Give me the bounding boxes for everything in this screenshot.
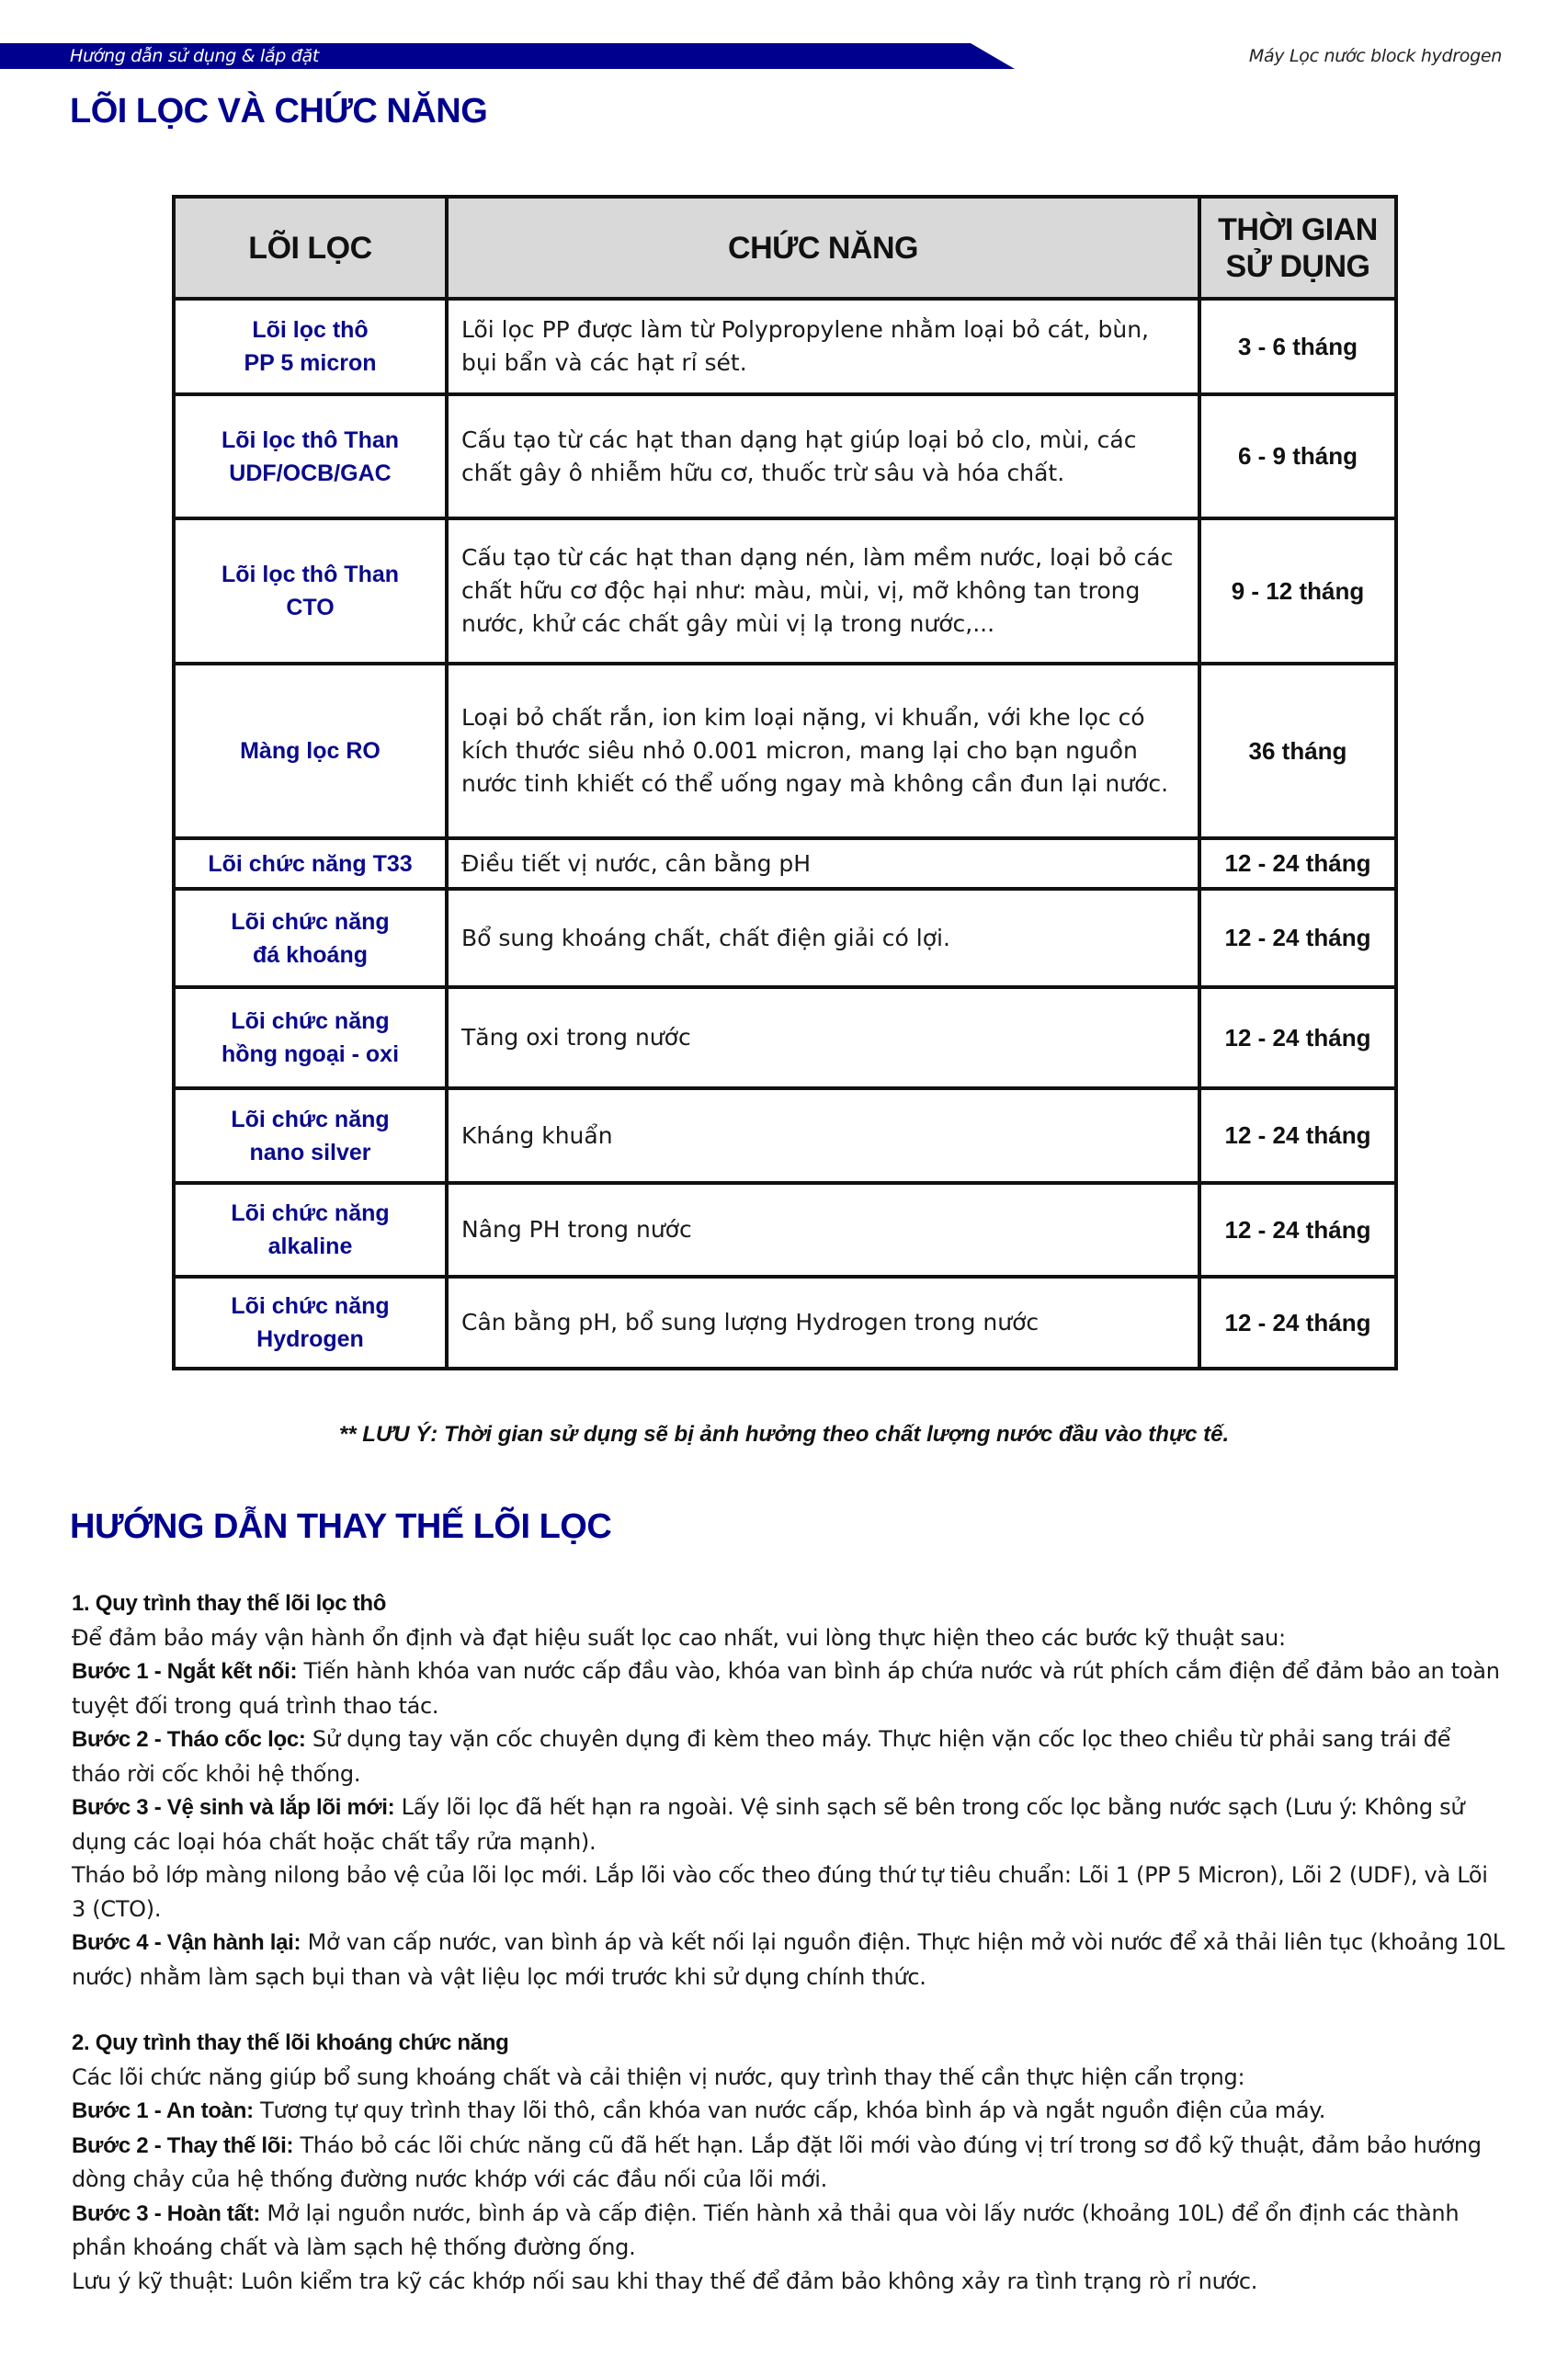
part1-step	[72, 1790, 1506, 1859]
step-label: Bước 1 - An toàn:	[72, 2098, 254, 2123]
core-duration: 12 - 24 tháng	[1199, 889, 1396, 987]
step-text: Tương tự quy trình thay lõi thô, cần khóa van nước cấp, khóa bình áp và ngắt nguồn điện của máy.	[253, 2097, 1326, 2123]
core-duration: 12 - 24 tháng	[1199, 1277, 1396, 1369]
core-name: Lõi lọc thô Than CTO	[174, 518, 447, 664]
part1-step	[72, 1722, 1506, 1790]
core-function: Bổ sung khoáng chất, chất điện giải có lợi.	[447, 889, 1199, 987]
step-label: Bước 1 - Ngắt kết nối:	[72, 1659, 298, 1684]
header-core: LÕI LỌC	[174, 197, 447, 299]
part2-step	[72, 2197, 1506, 2265]
step-text: Tháo bỏ các lõi chức năng cũ đã hết hạn. Lắp đặt lõi mới vào đúng vị trí trong sơ đồ kỹ thuật, đảm bảo hướng dòng chảy của hệ thống đường nước khớp với các đầu nối của lõi mới.	[72, 2131, 1482, 2192]
step-label: Bước 3 - Hoàn tất:	[72, 2200, 261, 2226]
core-duration: 12 - 24 tháng	[1199, 838, 1396, 889]
table-row	[174, 838, 1396, 889]
spacer	[72, 1994, 1506, 2027]
step-label: Bước 3 - Vệ sinh và lắp lõi mới:	[72, 1795, 395, 1820]
part2-heading: 2. Quy trình thay thế lõi khoáng chức năng	[72, 2030, 509, 2055]
core-function: Cấu tạo từ các hạt than dạng hạt giúp loại bỏ clo, mùi, các chất gây ô nhiễm hữu cơ, thuốc trừ sâu và hóa chất.	[447, 394, 1199, 518]
part1-step	[72, 1926, 1506, 1994]
table-row	[174, 1183, 1396, 1277]
header-function: CHỨC NĂNG	[447, 197, 1199, 299]
core-name: Lõi lọc thô PP 5 micron	[174, 299, 447, 394]
step-text: Lấy lõi lọc đã hết hạn ra ngoài. Vệ sinh sạch sẽ bên trong cốc lọc bằng nước sạch (Lưu ý: Không sử dụng các loại hóa chất hoặc chất tẩy rửa mạnh).	[72, 1794, 1465, 1855]
table-header-row	[174, 197, 1396, 299]
step-text: Mở lại nguồn nước, bình áp và cấp điện. Tiến hành xả thải qua vòi lấy nước (khoảng 10L) để ổn định các thành phần khoáng chất và làm sạch hệ thống đường ống.	[72, 2200, 1460, 2260]
step-text: Sử dụng tay vặn cốc chuyên dụng đi kèm theo máy. Thực hiện vặn cốc lọc theo chiều từ phải sang trái để tháo rời cốc khỏi hệ thống.	[72, 1726, 1451, 1787]
step-label: Bước 4 - Vận hành lại:	[72, 1930, 301, 1955]
core-name: Lõi chức năng nano silver	[174, 1088, 447, 1183]
part1-step	[72, 1654, 1506, 1722]
part2-step	[72, 2129, 1506, 2197]
core-function: Tăng oxi trong nước	[447, 987, 1199, 1088]
core-duration: 6 - 9 tháng	[1199, 394, 1396, 518]
part2-step	[72, 2094, 1506, 2129]
core-duration: 12 - 24 tháng	[1199, 987, 1396, 1088]
table-row	[174, 664, 1396, 838]
core-name: Lõi lọc thô Than UDF/OCB/GAC	[174, 394, 447, 518]
core-duration: 3 - 6 tháng	[1199, 299, 1396, 394]
table-row	[174, 889, 1396, 987]
core-function: Cấu tạo từ các hạt than dạng nén, làm mềm nước, loại bỏ các chất hữu cơ độc hại như: màu, mùi, vị, mỡ không tan trong nước, khử các chất gây mùi vị lạ trong nước,...	[447, 518, 1199, 664]
core-duration: 12 - 24 tháng	[1199, 1183, 1396, 1277]
table-row	[174, 1088, 1396, 1183]
core-name: Lõi chức năng alkaline	[174, 1183, 447, 1277]
product-title: Máy Lọc nước block hydrogen	[1248, 46, 1502, 66]
table-row	[174, 299, 1396, 394]
part2-intro: Các lõi chức năng giúp bổ sung khoáng chất và cải thiện vị nước, quy trình thay thế cần thực hiện cẩn trọng:	[72, 2063, 1245, 2090]
core-function: Cân bằng pH, bổ sung lượng Hydrogen trong nước	[447, 1277, 1199, 1369]
part1-intro: Để đảm bảo máy vận hành ổn định và đạt hiệu suất lọc cao nhất, vui lòng thực hiện theo các bước kỹ thuật sau:	[72, 1624, 1286, 1651]
part2-tech-note: Lưu ý kỹ thuật: Luôn kiểm tra kỹ các khớp nối sau khi thay thế để đảm bảo không xảy ra tình trạng rò rỉ nước.	[72, 2268, 1258, 2294]
header-banner-text: Hướng dẫn sử dụng & lắp đặt	[70, 46, 320, 66]
step-text: Mở van cấp nước, van bình áp và kết nối lại nguồn điện. Thực hiện mở vòi nước để xả thải liên tục (khoảng 10L nước) nhằm làm sạch bụi than và vật liệu lọc mới trước khi sử dụng chính thức.	[72, 1929, 1505, 1990]
core-function: Lõi lọc PP được làm từ Polypropylene nhằm loại bỏ cát, bùn, bụi bẩn và các hạt rỉ sét.	[447, 299, 1199, 394]
core-duration: 12 - 24 tháng	[1199, 1088, 1396, 1183]
core-duration: 36 tháng	[1199, 664, 1396, 838]
core-function: Nâng PH trong nước	[447, 1183, 1199, 1277]
cores-table	[172, 195, 1398, 1370]
core-name: Màng lọc RO	[174, 664, 447, 838]
step-text: Tiến hành khóa van nước cấp đầu vào, khóa van bình áp chứa nước và rút phích cắm điện để đảm bảo an toàn tuyệt đối trong quá trình thao tác.	[72, 1658, 1500, 1719]
part1-heading: 1. Quy trình thay thế lõi lọc thô	[72, 1591, 387, 1616]
core-function: Kháng khuẩn	[447, 1088, 1199, 1183]
usage-note: ** LƯU Ý: Thời gian sử dụng sẽ bị ảnh hưởng theo chất lượng nước đầu vào thực tế.	[338, 1422, 1230, 1447]
core-name: Lõi chức năng đá khoáng	[174, 889, 447, 987]
header-duration: THỜI GIAN SỬ DỤNG	[1199, 197, 1396, 299]
table-row	[174, 394, 1396, 518]
part1-extra: Tháo bỏ lớp màng nilong bảo vệ của lõi lọc mới. Lắp lõi vào cốc theo đúng thứ tự tiêu chuẩn: Lõi 1 (PP 5 Micron), Lõi 2 (UDF), và Lõi 3 (CTO).	[72, 1862, 1488, 1922]
core-name: Lõi chức năng T33	[174, 838, 447, 889]
core-duration: 9 - 12 tháng	[1199, 518, 1396, 664]
section-title-replacement: HƯỚNG DẪN THAY THẾ LÕI LỌC	[70, 1507, 612, 1546]
core-name: Lõi chức năng hồng ngoại - oxi	[174, 987, 447, 1088]
section-title-cores: LÕI LỌC VÀ CHỨC NĂNG	[70, 92, 488, 131]
core-function: Điều tiết vị nước, cân bằng pH	[447, 838, 1199, 889]
table-row	[174, 1277, 1396, 1369]
table-row	[174, 518, 1396, 664]
replacement-guide	[72, 1587, 1506, 2298]
step-label: Bước 2 - Tháo cốc lọc:	[72, 1727, 306, 1752]
core-name: Lõi chức năng Hydrogen	[174, 1277, 447, 1369]
table-row	[174, 987, 1396, 1088]
core-function: Loại bỏ chất rắn, ion kim loại nặng, vi khuẩn, với khe lọc có kích thước siêu nhỏ 0.001 micron, mang lại cho bạn nguồn nước tinh khiết có thể uống ngay mà không cần đun lại nước.	[447, 664, 1199, 838]
step-label: Bước 2 - Thay thế lõi:	[72, 2132, 294, 2158]
